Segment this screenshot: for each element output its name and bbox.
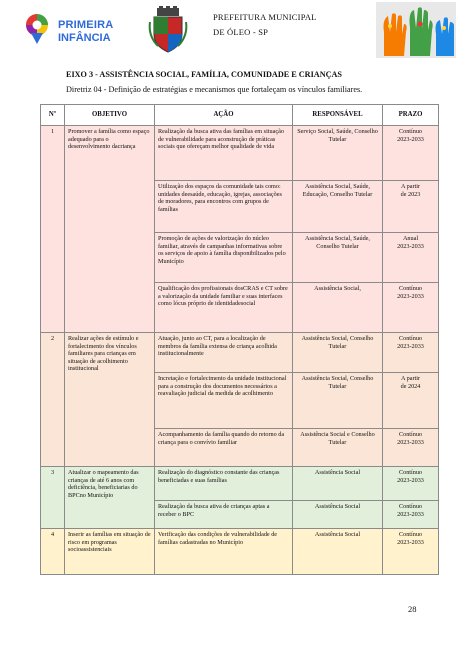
deadline-cell: Contínuo 2023-2033 [383,501,439,529]
table-row [41,333,439,373]
responsible-cell: Assistência Social [293,529,383,575]
objective-cell: Realizar ações de estímulo e fortalecimento dos vínculos familiares para crianças em situação de acolhimento institucional [65,333,155,467]
painted-hands-icon [376,2,456,58]
deadline-cell: Contínuo 2023-2033 [383,529,439,575]
action-cell: Qualificação dos profissionais dosCRAS e CT sobre a valorização da unidade familiar e suas interfaces como lócus próprio de identidadesocial [155,283,293,333]
responsible-cell: Assistência Social [293,501,383,529]
responsible-cell: Assistência Social e Conselho Tutelar [293,429,383,467]
deadline-cell: Contínuo 2023-2033 [383,283,439,333]
header-responsible: RESPONSÁVEL [293,105,383,126]
responsible-cell: Assistência Social, Conselho Tutelar [293,373,383,429]
section-title: EIXO 3 - ASSISTÊNCIA SOCIAL, FAMÍLIA, COMUNIDADE E CRIANÇAS [66,70,342,79]
table-row [41,467,439,501]
deadline-cell: Contínuo 2023-2033 [383,333,439,373]
action-cell: Utilização dos espaços da comunidade tais como: unidades deesaúde, educação, igrejas, associações de moradores, para encontros com grupos de famílias [155,181,293,233]
objective-cell: Promover a família como espaço adequado para o desenvolvimento dacriança [65,126,155,333]
action-cell: Promoção de ações de valorização do núcleo familiar, através de campanhas informativas sobre os serviços de apoio à família disponibilizados pelo Município [155,233,293,283]
city-hall-location: DE ÓLEO - SP [213,27,269,37]
deadline-cell: Anual 2023-2033 [383,233,439,283]
deadline-cell: A partir de 2024 [383,373,439,429]
action-cell: Incretação e fortalecimento da unidade institucional para a construção dos documentos necessários a reavaliação judicial da medida de acolhimento [155,373,293,429]
page-number: 28 [408,604,417,614]
responsible-cell: Assistência Social [293,467,383,501]
municipal-crest-icon [148,6,188,54]
action-cell: Realização da busca ativa das famílias em situação de vulnerabilidade para aconstrução de práticas sociais que ofereçam melhor qualidade de vida [155,126,293,181]
action-cell: Acompanhamento da família quando do retorno da criança para o convívio familiar [155,429,293,467]
deadline-cell: Contínuo 2023-2033 [383,467,439,501]
table-row [41,126,439,181]
action-cell: Realização do diagnóstico constante das crianças beneficiadas e suas famílias [155,467,293,501]
deadline-cell: A partir de 2023 [383,181,439,233]
responsible-cell: Serviço Social, Saúde, Conselho Tutelar [293,126,383,181]
header-action: AÇÃO [155,105,293,126]
row-number: 4 [41,529,65,575]
action-cell: Realização da busca ativa de crianças aptas a receber o BPC [155,501,293,529]
header-objective: OBJETIVO [65,105,155,126]
header-deadline: PRAZO [383,105,439,126]
row-number: 2 [41,333,65,467]
responsible-cell: Assistência Social, Saúde, Educação, Conselho Tutelar [293,181,383,233]
header-number: Nº [41,105,65,126]
responsible-cell: Assistência Social, Saúde, Conselho Tutelar [293,233,383,283]
primeira-infancia-logo [14,8,134,50]
action-cell: Verificação das condições de vulnerabilidade de famílias cadastradas no Município [155,529,293,575]
section-subtitle: Diretriz 04 - Definição de estratégias e mecanismos que fortaleçam os vínculos familiares. [66,85,363,94]
table-row [41,529,439,575]
deadline-cell: Contínuo 2023-2033 [383,126,439,181]
logo-text-line2: INFÂNCIA [58,32,111,44]
row-number: 3 [41,467,65,529]
responsible-cell: Assistência Social, [293,283,383,333]
city-hall-name: PREFEITURA MUNICIPAL [213,12,317,22]
objective-cell: Atualizar o mapeamento das crianças de até 6 anos com deficiência, beneficiarias do BPCno Município [65,467,155,529]
logo-text-line1: PRIMEIRA [58,19,114,31]
page-header [0,0,459,62]
action-plan-table [40,104,439,575]
deadline-cell: Contínuo 2023-2033 [383,429,439,467]
objective-cell: Inserir as famílias em situação de risco em programas socioassistenciais [65,529,155,575]
responsible-cell: Assistência Social, Conselho Tutelar [293,333,383,373]
row-number: 1 [41,126,65,333]
map-pin-logo-icon [20,11,54,45]
table-header-row [41,105,439,126]
action-cell: Atuação, junto ao CT, para a localização de membros da família extensa de criança acolhida institucionalmente [155,333,293,373]
